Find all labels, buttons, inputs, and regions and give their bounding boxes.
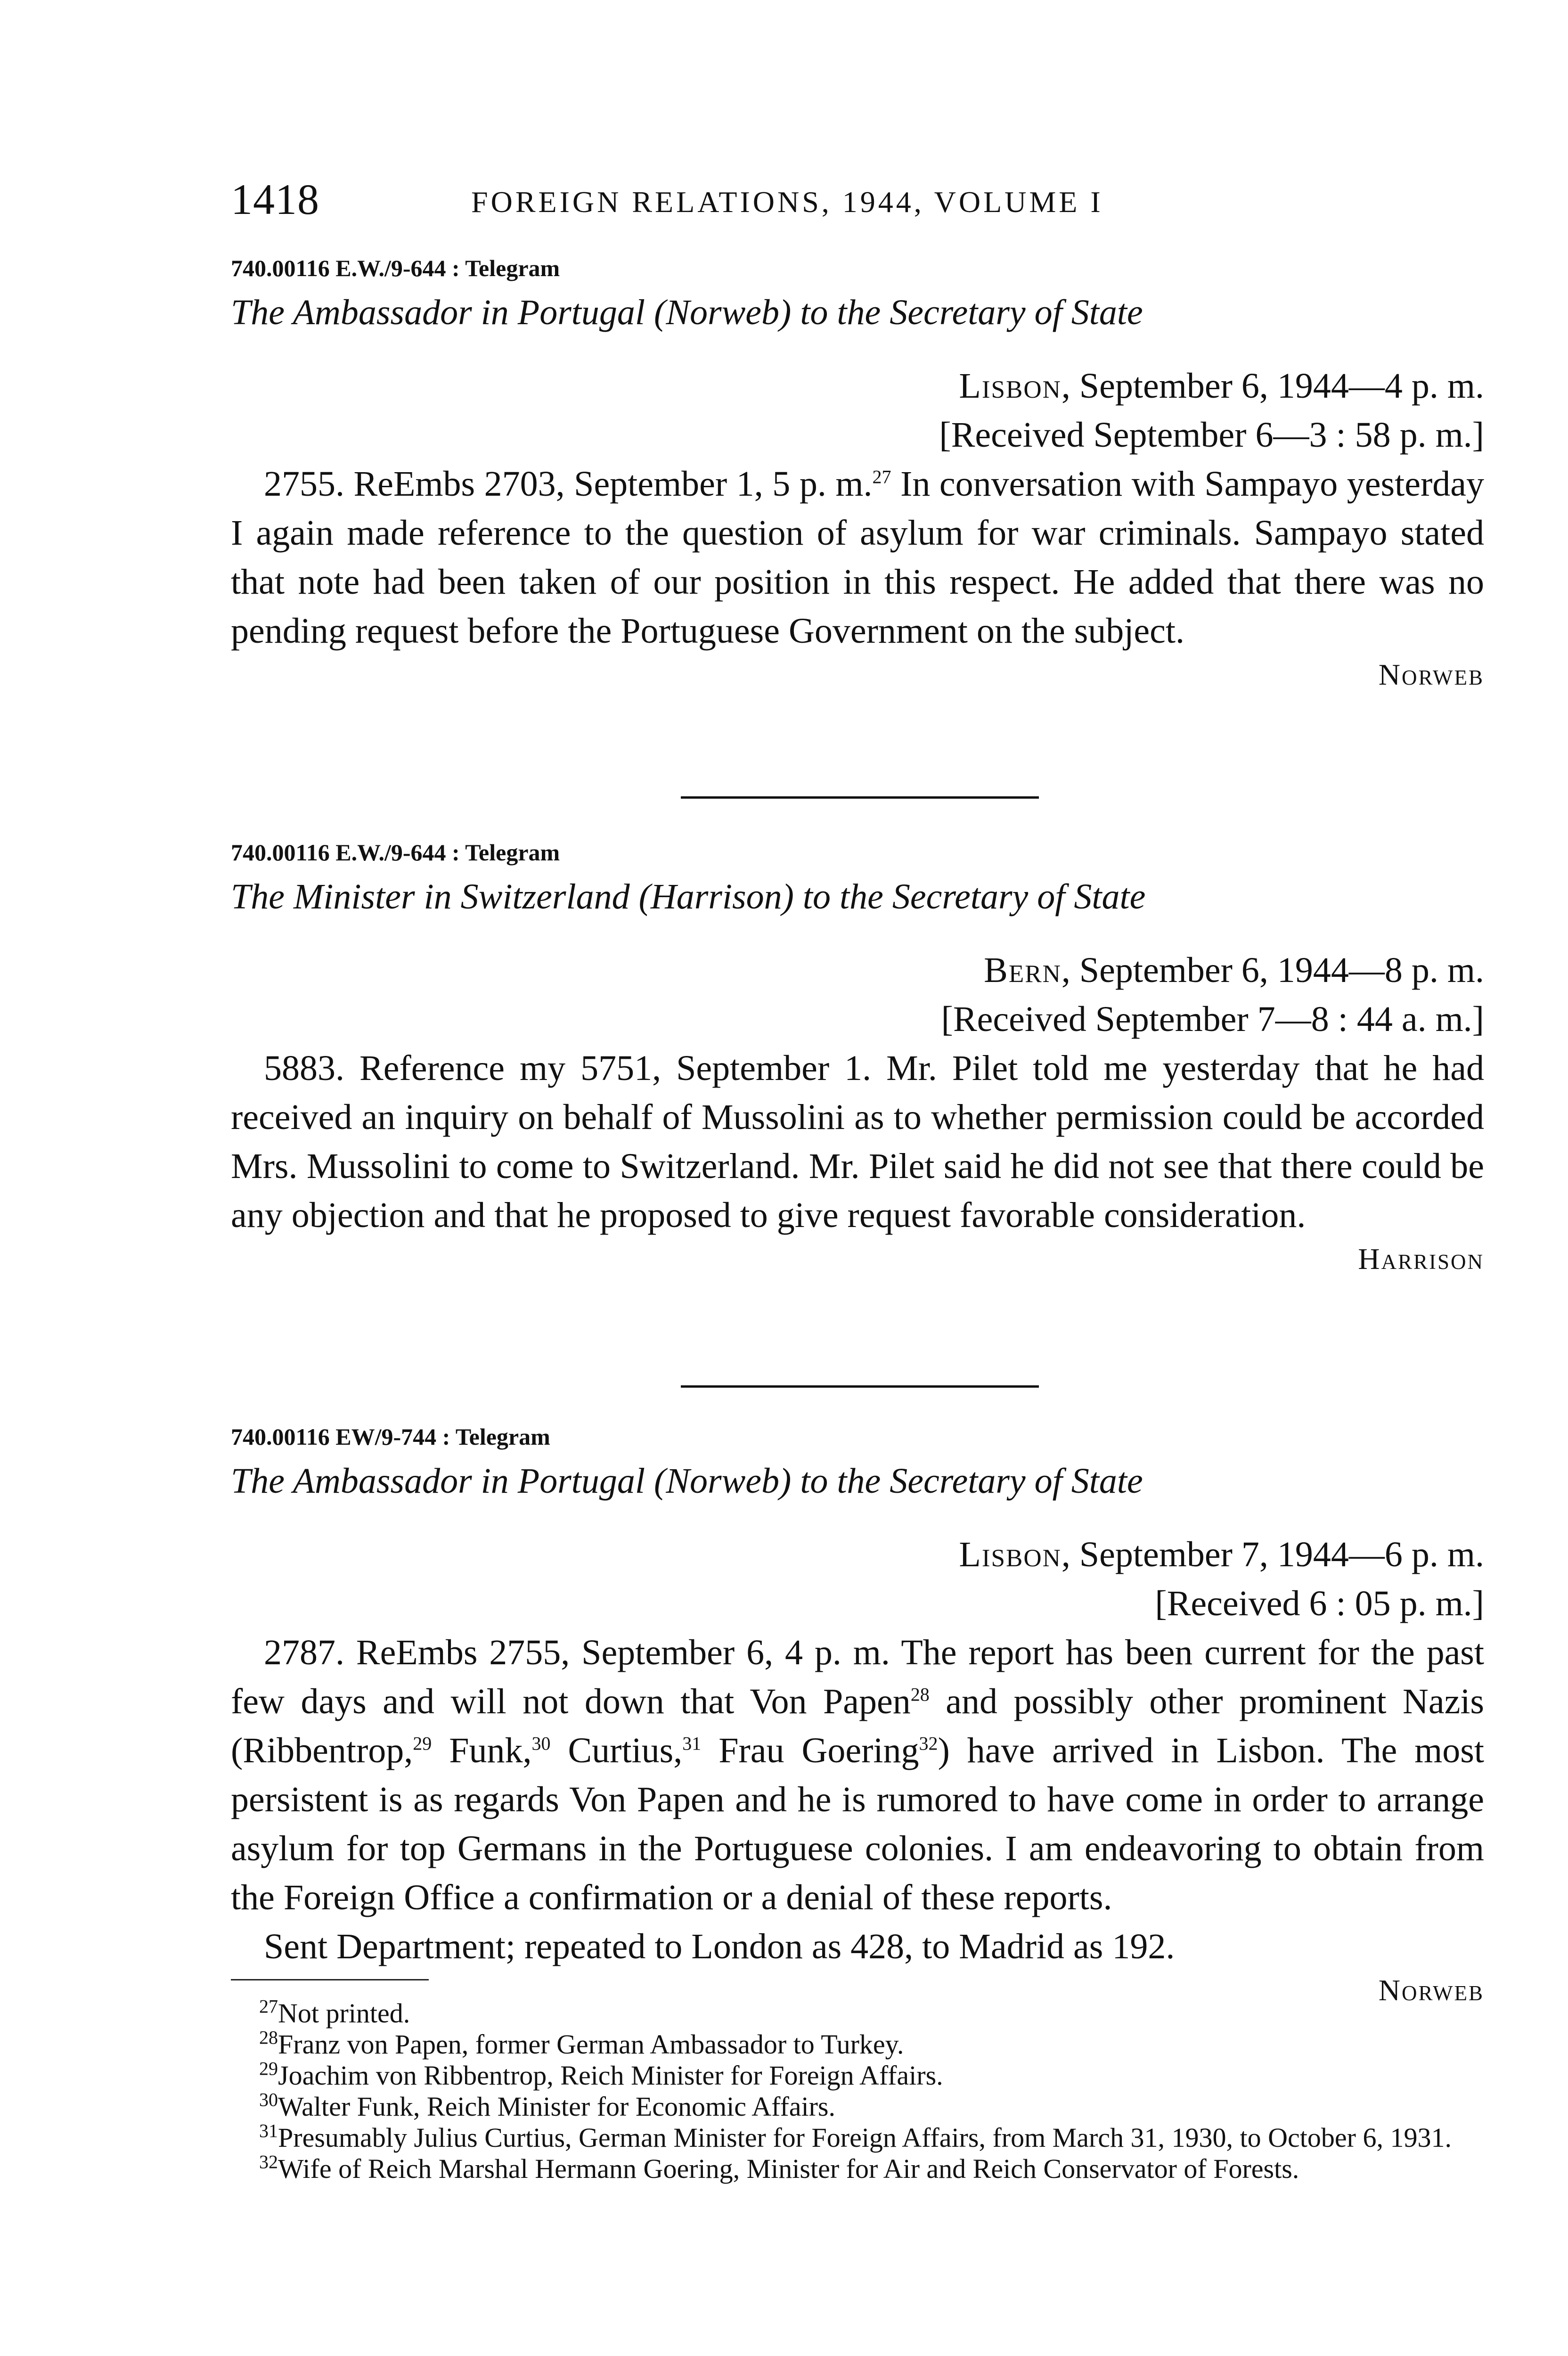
footnote: $^{27}$Not printed. [259,1996,410,2029]
received-line: [Received September 7—8 : 44 a. m.] [941,999,1484,1039]
footnote-ref: 32 [919,1733,938,1754]
signature: Norweb [1378,1973,1484,2007]
file-id: 740.00116 E.W./9-644 : Telegram [231,839,560,866]
date-line: , September 6, 1944—4 p. m. [1061,366,1484,406]
document-title: The Ambassador in Portugal (Norweb) to the Secretary of State [231,1461,1143,1501]
telegram-1 [231,254,1484,692]
footnote-ref: 28 [910,1684,930,1705]
file-id: 740.00116 E.W./9-644 : Telegram [231,255,560,281]
footnote-ref: 31 [682,1733,702,1754]
place-date [231,361,1484,410]
file-id: 740.00116 EW/9-744 : Telegram [231,1423,550,1450]
page-number: 1418 [231,175,319,223]
date-line: , September 7, 1944—6 p. m. [1061,1535,1484,1574]
footnote-ref: 27 [872,466,891,488]
footnote: $^{32}$Wife of Reich Marshal Hermann Goering, Minister for Air and Reich Conservator of Forests. [259,2151,1299,2184]
place-name: Lisbon [959,1535,1062,1574]
telegram-body: 2755. ReEmbs 2703, September 1, 5 p. m.$^{27}$ In conversation with Sampayo yesterday I again made reference to the question of asylum for war criminals. Sampayo stated that note had been taken of our position in this respect. He added that there was no pending request before the Portuguese Government on the subject. [231,464,1484,651]
footnotes [231,1998,1484,2184]
date-line: , September 6, 1944—8 p. m. [1061,950,1484,990]
footnote: $^{28}$Franz von Papen, former German Ambassador to Turkey. [259,2027,904,2060]
page-header [231,174,1484,226]
telegram-body-second: Sent Department; repeated to London as 428, to Madrid as 192. [264,1927,1175,1966]
separator-rule [681,1385,1039,1388]
received-line: [Received September 6—3 : 58 p. m.] [939,415,1484,455]
telegram-2 [231,839,1484,1276]
place-name: Lisbon [959,366,1062,406]
signature: Harrison [1358,1242,1484,1276]
telegram-body: 5883. Reference my 5751, September 1. Mr. Pilet told me yesterday that he had received an inquiry on behalf of Mussolini as to whether permission could be accorded Mrs. Mussolini to come to Switzerland. Mr. Pilet said he did not see that there could be any objection and that he proposed to give request favorable consideration. [231,1048,1484,1235]
signature: Norweb [1378,658,1484,691]
footnote-rule [231,1979,429,1980]
footnote: $^{29}$Joachim von Ribbentrop, Reich Minister for Foreign Affairs. [259,2058,943,2091]
document-title: The Minister in Switzerland (Harrison) to the Secretary of State [231,877,1146,916]
received-line: [Received 6 : 05 p. m.] [1155,1584,1484,1623]
footnote: $^{30}$Walter Funk, Reich Minister for Economic Affairs. [259,2089,835,2122]
place-date [231,1530,1484,1579]
telegram-3 [231,1423,1484,2008]
place-date [231,946,1484,995]
separator-rule [681,796,1039,799]
running-title: FOREIGN RELATIONS, 1944, VOLUME I [471,185,1103,219]
document-title: The Ambassador in Portugal (Norweb) to the Secretary of State [231,293,1143,332]
place-name: Bern [984,950,1062,990]
footnote-ref: 29 [413,1733,432,1754]
telegram-body: 2787. ReEmbs 2755, September 6, 4 p. m. The report has been current for the past few days and will not down that Von Papen$^{28}$ and possibly other prominent Nazis (Ribbentrop,$^{29}$ Funk,$^{30}$ Curtius,$^{31}$ Frau Goering$^{32}$) have arrived in Lisbon. The most persistent is as regards Von Papen and he is rumored to have come in order to arrange asylum for top Germans in the Portuguese colonies. I am endeavoring to obtain from the Foreign Office a confirmation or a denial of these reports. [231,1633,1485,1917]
footnote-ref: 30 [531,1733,551,1754]
footnote: $^{31}$Presumably Julius Curtius, German Minister for Foreign Affairs, from March 31, 1930, to October 6, 1931. [259,2120,1452,2153]
